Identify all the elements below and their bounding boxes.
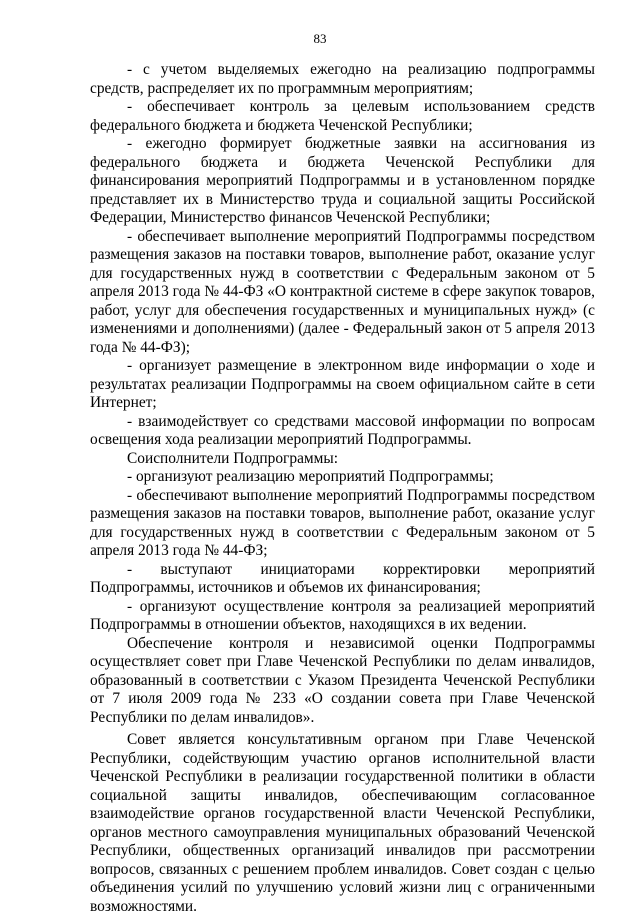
paragraph-coexecutors-adjustment: - выступают инициаторами корректировки мероприятий Подпрограммы, источников и объемов их финансирования; — [90, 560, 595, 596]
paragraph-coexecutors-heading: Соисполнители Подпрограммы: — [127, 449, 338, 467]
paragraph-coexecutors-procurement: - обеспечивают выполнение мероприятий Подпрограммы посредством размещения заказов на поставки товаров, выполнение работ, оказание услуг для государственных нужд в соответствии с Федеральным законом от 5 апреля 2013 года № 44-ФЗ; — [90, 486, 595, 559]
page-number: 83 — [313, 31, 327, 46]
paragraph-coexecutors-organize: - организуют реализацию мероприятий Подпрограммы; — [127, 468, 494, 485]
paragraph-distribute-funds: - с учетом выделяемых ежегодно на реализацию подпрограммы средств, распределяет их по программным мероприятиям; — [90, 61, 595, 97]
paragraph-coexecutors-control: - организуют осуществление контроля за реализацией мероприятий Подпрограммы в отношении объектов, находящихся в их ведении. — [90, 597, 595, 633]
paragraph-budget-control: - обеспечивает контроль за целевым использованием средств федерального бюджета и бюджета Чеченской Республики; — [90, 98, 595, 134]
paragraph-council-description: Совет является консультативным органом при Главе Чеченской Республики, содействующим участию органов исполнительной власти Чеченской Республики в реализации государственной политики в области социальной защиты инвалидов, обеспечивающим согласованное взаимодействие органов государственной власти Чеченской Республики, органов местного самоуправления муниципальных образований Чеченской Республики, общественных организаций инвалидов при рассмотрении вопросов, связанных с решением проблем инвалидов. Совет создан с целью объединения усилий по улучшению условий жизни лиц с ограниченными возможностями. — [90, 731, 595, 915]
paragraph-procurement: - обеспечивает выполнение мероприятий Подпрограммы посредством размещения заказов на поставки товаров, выполнение работ, оказание услуг для государственных нужд в соответствии с Федеральным законом от 5 апреля 2013 года № 44-ФЗ «О контрактной системе в сфере закупок товаров, работ, услуг для обеспечения государственных и муниципальных нужд» (с изменениями и дополнениями) (далее - Федеральный закон от 5 апреля 2013 года № 44-ФЗ); — [90, 227, 595, 356]
paragraph-online-publication: - организует размещение в электронном виде информации о ходе и результатах реализации Подпрограммы на своем официальном сайте в сети Интернет; — [90, 357, 595, 411]
document-body — [90, 61, 595, 916]
paragraph-media-interaction: - взаимодействует со средствами массовой информации по вопросам освещения хода реализации мероприятий Подпрограммы. — [90, 412, 595, 448]
paragraph-independent-evaluation: Обеспечение контроля и независимой оценки Подпрограммы осуществляет совет при Главе Чеченской Республики по делам инвалидов, образованный в соответствии с Указом Президента Чеченской Республики от 7 июля 2009 года № 233 «О создании совета при Главе Чеченской Республики по делам инвалидов». — [90, 634, 595, 726]
paragraph-budget-requests: - ежегодно формирует бюджетные заявки на ассигнования из федерального бюджета и бюджета Чеченской Республики для финансирования мероприятий Подпрограммы и в установленном порядке представляет их в Министерство труда и социальной защиты Российской Федерации, Министерство финансов Чеченской Республики; — [90, 135, 595, 226]
